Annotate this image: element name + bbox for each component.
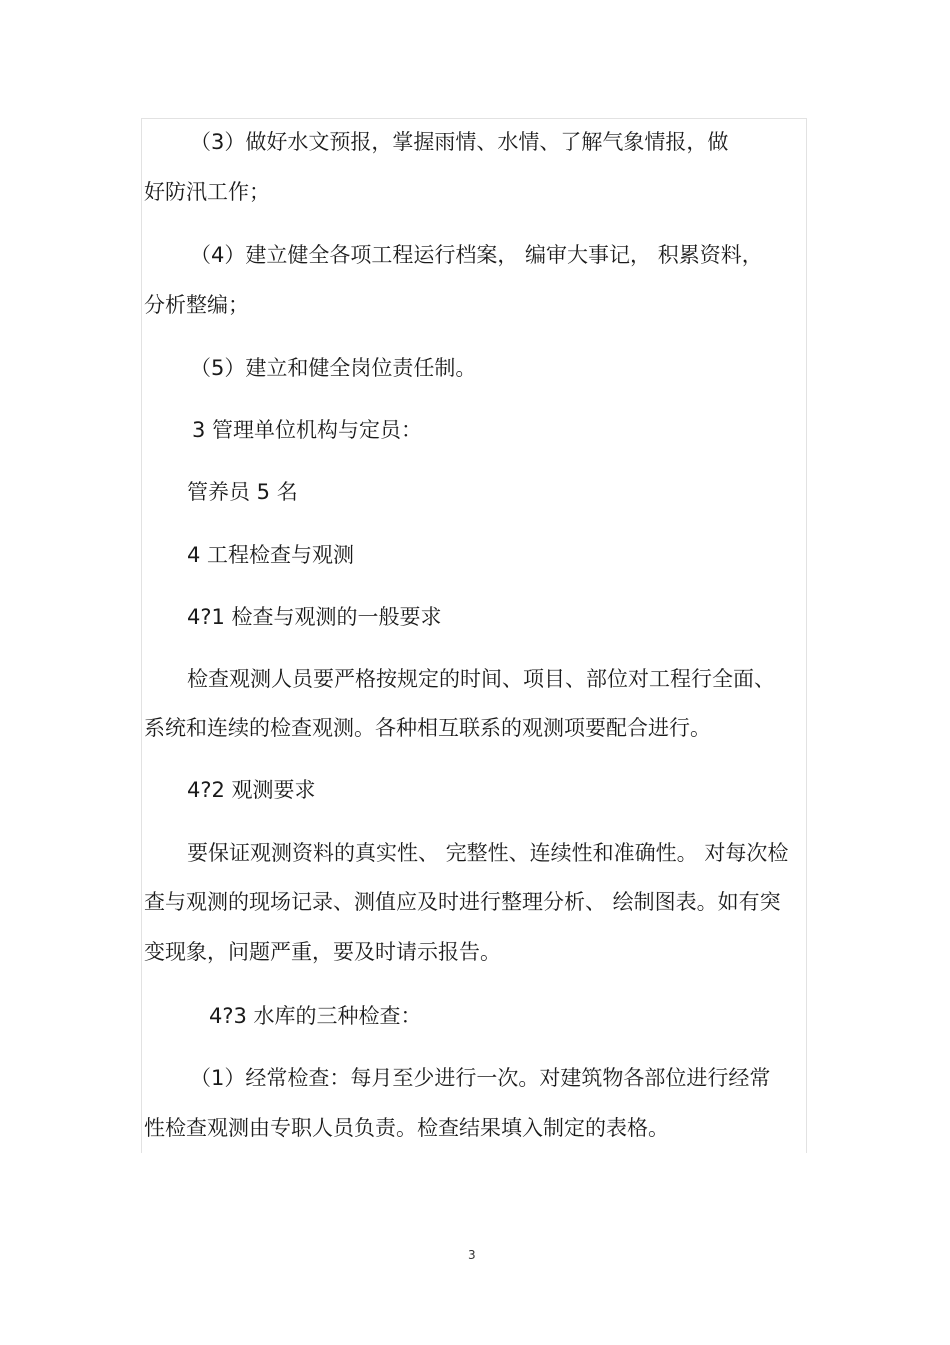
text-line: 要保证观测资料的真实性、 完整性、连续性和准确性。 对每次检 (187, 841, 789, 865)
subsection-heading: 4?3 水库的三种检查： (209, 1004, 422, 1028)
text-line: （1）经常检查：每月至少进行一次。对建筑物各部位进行经常 (190, 1066, 771, 1090)
page-number: 3 (468, 1248, 476, 1262)
text-line: （4）建立健全各项工程运行档案， 编审大事记， 积累资料， (190, 243, 763, 267)
section-heading: 3 管理单位机构与定员： (192, 418, 423, 442)
text-line: 管养员 5 名 (187, 480, 298, 504)
text-line: （5）建立和健全岗位责任制。 (190, 356, 477, 380)
text-line: 性检查观测由专职人员负责。检查结果填入制定的表格。 (144, 1116, 669, 1140)
text-line: 查与观测的现场记录、测值应及时进行整理分析、 绘制图表。如有突 (144, 890, 781, 914)
subsection-heading: 4?1 检查与观测的一般要求 (187, 605, 442, 629)
text-line: 分析整编； (144, 293, 249, 317)
text-line: （3）做好水文预报，掌握雨情、水情、了解气象情报，做 (190, 130, 729, 154)
page-frame (141, 118, 807, 1153)
text-line: 系统和连续的检查观测。各种相互联系的观测项要配合进行。 (144, 716, 711, 740)
section-heading: 4 工程检查与观测 (187, 543, 355, 567)
text-line: 变现象，问题严重，要及时请示报告。 (144, 940, 501, 964)
text-line: 好防汛工作； (144, 180, 270, 204)
text-line: 检查观测人员要严格按规定的时间、项目、部位对工程行全面、 (187, 667, 775, 691)
subsection-heading: 4?2 观测要求 (187, 778, 316, 802)
